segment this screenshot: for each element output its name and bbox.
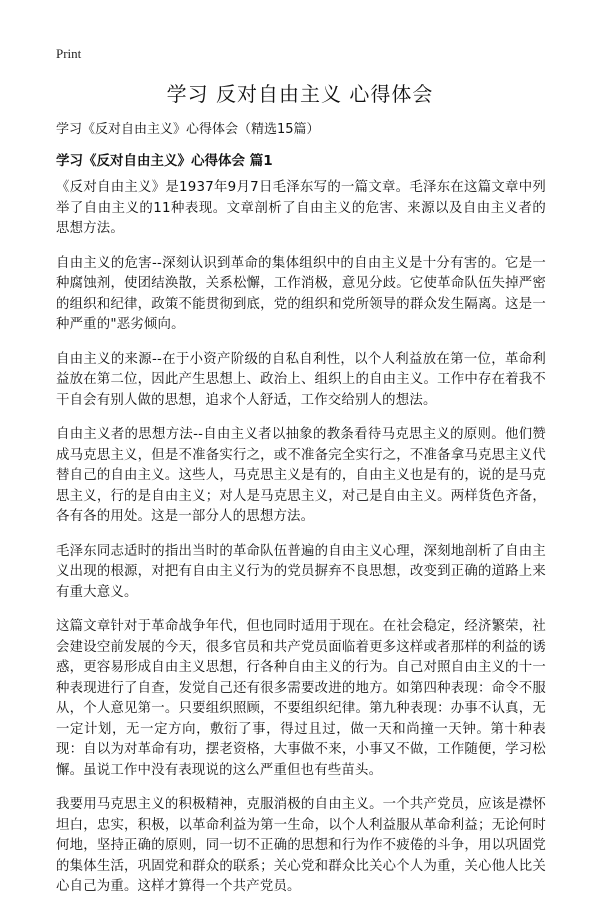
paragraph: 《反对自由主义》是1937年9月7日毛泽东写的一篇文章。毛泽东在这篇文章中列举了自由主义的11种表现。文章剖析了自由主义的危害、来源以及自由主义者的思想方法。 [56,180,546,236]
paragraph: 这篇文章针对于革命战争年代，但也同时适用于现在。在社会稳定，经济繁荣，社会建设空前发展的今天，很多官员和共产党员面临着更多这样或者那样的利益的诱惑，更容易形成自由主义思想，行各种自由主义的行为。自己对照自由主义的十一种表现进行了自查，发觉自己还有很多需要改进的地方。如第四种表现：命令不服从，个人意见第一。只要组织照顾，不要组织纪律。第九种表现：办事不认真，无一定计划，无一定方向，敷衍了事，得过且过，做一天和尚撞一天钟。第十种表现：自以为对革命有功，摆老资格，大事做不来，小事又不做，工作随便，学习松懈。虽说工作中没有表现说的这么严重但也有些苗头。 [56,619,546,778]
paragraph: 我要用马克思主义的积极精神，克服消极的自由主义。一个共产党员，应该是襟怀坦白，忠实，积极，以革命利益为第一生命，以个人利益服从革命利益；无论何时何地，坚持正确的原则，同一切不正确的思想和行为作不疲倦的斗争，用以巩固党的集体生活，巩固党和群众的联系；关心党和群众比关心个人为重，关心他人比关心自己为重。这样才算得一个共产党员。 [56,797,546,894]
paragraph: 毛泽东同志适时的指出当时的革命队伍普遍的自由主义心理，深刻地剖析了自由主义出现的根源，对把有自由主义行为的党员摒弃不良思想，改变到正确的道路上来有重大意义。 [56,543,546,600]
document-body [56,178,546,912]
document-title: 学习 反对自由主义 心得体会 [166,82,434,106]
print-link[interactable]: Print [56,46,82,61]
paragraph: 自由主义的危害--深刻认识到革命的集体组织中的自由主义是十分有害的。它是一种腐蚀剂，使团结涣散，关系松懈，工作消极，意见分歧。它使革命队伍失掉严密的组织和纪律，政策不能贯彻到底，党的组织和党所领导的群众发生隔离。这是一种严重的"恶劣倾向。 [56,255,546,332]
paragraph: 自由主义的来源--在于小资产阶级的自私自利性，以个人利益放在第一位，革命利益放在第二位，因此产生思想上、政治上、组织上的自由主义。工作中存在着我不干自会有别人做的思想，追求个人舒适，工作交给别人的想法。 [56,351,546,408]
section-heading: 学习《反对自由主义》心得体会 篇1 [56,153,273,169]
document-subtitle: 学习《反对自由主义》心得体会（精选15篇） [56,122,320,137]
paragraph: 自由主义者的思想方法--自由主义者以抽象的教条看待马克思主义的原则。他们赞成马克思主义，但是不准备实行之，或不准备完全实行之，不准备拿马克思主义代替自己的自由主义。这些人，马克思主义是有的，自由主义也是有的，说的是马克思主义，行的是自由主义；对人是马克思主义，对己是自由主义。两样货色齐备，各有各的用处。这是一部分人的思想方法。 [56,427,546,524]
